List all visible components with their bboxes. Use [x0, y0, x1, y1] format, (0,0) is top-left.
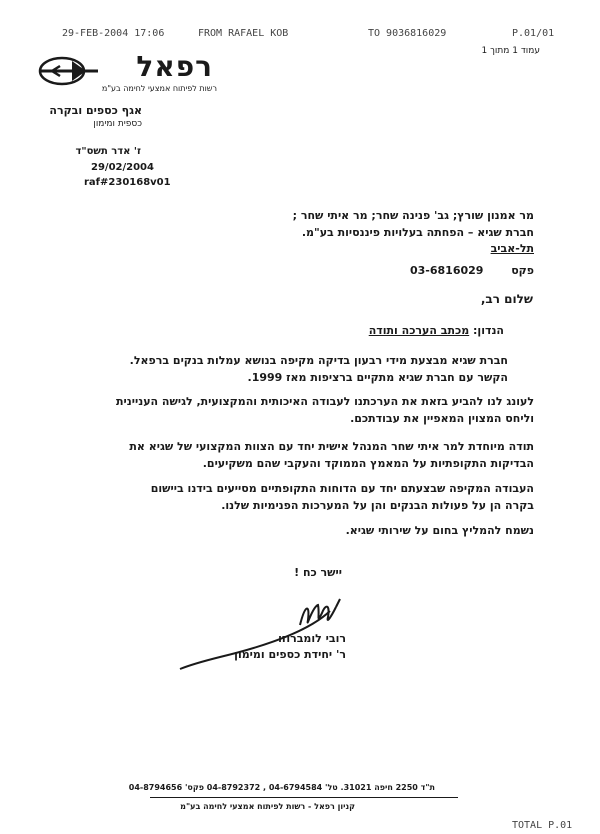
rafael-logo	[38, 50, 217, 98]
hebrew-date: ז' אדר תשס"ד	[75, 146, 141, 157]
paragraph-4	[64, 480, 534, 514]
recipients-names: מר אמנון שורץ; גב' פנינה שחר; מר איתי שחר ;	[292, 209, 534, 222]
fax-label: פקס	[511, 264, 534, 277]
fax-page: P.01/01	[512, 28, 555, 39]
department-name: אגף כספים ובקרה	[49, 104, 142, 117]
logo-name: רפאל	[136, 50, 213, 83]
recipients-company: חברת שגיא – הפחתה בעלויות פיננסיות בע"מ.	[301, 226, 534, 239]
paragraph-2	[64, 393, 534, 427]
paragraph-line: וליחס המצוין המאפיין את עבודתכם.	[350, 412, 534, 425]
footer-address: ת"ד 2250 חיפה 31021. טל' 04-6794584 , 04-8792372 פקס' 04-8794656	[128, 783, 435, 792]
letter-reference: raf#230168v01	[84, 177, 171, 188]
paragraph-line: לעונג לנו להביע בזאת את הערכתנו לעבודה האיכותית והמקצועית, לגישה העניינית	[116, 395, 534, 408]
paragraph-3	[64, 438, 534, 472]
closing: יישר כח !	[294, 566, 342, 579]
subject-label: הנדון:	[473, 324, 504, 337]
paragraph-5	[64, 522, 534, 539]
paragraph-line: העבודה המקיפה שבצעתם יחד עם הדוחות התקופתיים מסייעים בידנו ביישום	[150, 482, 534, 495]
fax-datetime: 29-FEB-2004 17:06	[62, 28, 165, 39]
fax-total: TOTAL P.01	[512, 820, 573, 831]
paragraph-line: בקרה הן על פעולות הבנקים והן על המערכות הפנימיות שלנו.	[221, 499, 534, 512]
department-sub: כספית ומימון	[93, 119, 142, 129]
recipients-city: תל-אביב	[490, 242, 534, 255]
greeting: שלום רב,	[480, 292, 533, 306]
logo-tagline: רשות לפיתוח אמצעי לחימה בע"מ	[101, 84, 217, 93]
footer-company: קניון רפאל - רשות לפיתוח אמצעי לחימה בע"מ	[180, 802, 355, 811]
fax-number: 03-6816029	[410, 264, 484, 277]
footer-divider	[150, 797, 458, 798]
page-counter: עמוד 1 מתוך 1	[481, 46, 540, 56]
paragraph-line: חברת שגיא מבצעת מידי רבעון בדיקה מקיפה בנושא עמלות בנקים ברפאל.	[129, 354, 508, 367]
signer-title: ר' יחידת כספים ומימון	[234, 648, 346, 661]
letter-date: 29/02/2004	[91, 162, 154, 173]
paragraph-1	[68, 352, 508, 386]
subject-text: מכתב הערכה ותודה	[368, 324, 470, 337]
signer-name: רובי לומברוזו	[278, 632, 346, 645]
fax-from: FROM RAFAEL KOB	[198, 28, 289, 39]
paragraph-line: נשמח להמליץ בחום על שירותי שגיא.	[345, 524, 534, 537]
paragraph-line: הבדיקות התקופתיות על המאמץ הממוקד והעקבי שהם משקיעים.	[202, 457, 534, 470]
subject-line	[369, 324, 504, 337]
paragraph-line: תודה מיוחדת למר איתי שחר המנהל אישית יחד עם הצוות המקצועי של שגיא את	[129, 440, 534, 453]
rafael-emblem-icon	[38, 54, 100, 88]
signature-icon	[160, 585, 360, 675]
fax-to: TO 9036816029	[368, 28, 447, 39]
paragraph-line: הקשר עם חברת שגיא מתקיים ברציפות מאז 1999.	[247, 371, 508, 384]
